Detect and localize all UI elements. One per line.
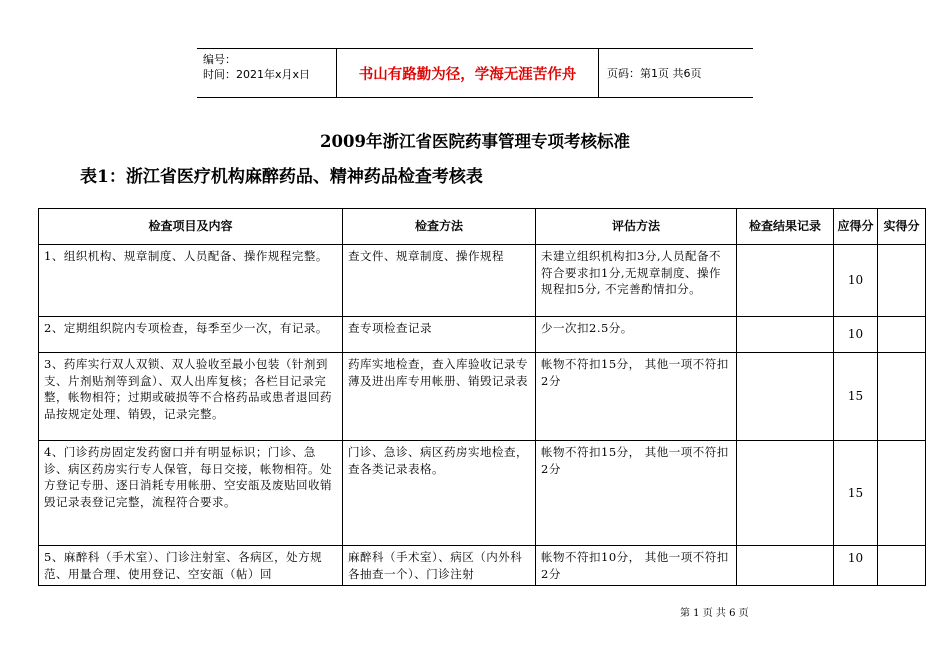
cell-item: 4、门诊药房固定发药窗口并有明显标识；门诊、急诊、病区药房实行专人保管，每日交接，帐物相符。处方登记专册、逐日消耗专用帐册、空安瓿及废贴回收销毁记录表登记完整，流程符合要求。 <box>39 441 343 546</box>
header-evaluation: 评估方法 <box>536 209 737 245</box>
cell-evaluation: 少一次扣2.5分。 <box>536 317 737 353</box>
cell-result[interactable] <box>737 353 834 441</box>
table-row <box>39 353 926 441</box>
header-method: 检查方法 <box>343 209 536 245</box>
cell-method: 药库实地检查，查入库验收记录专薄及进出库专用帐册、销毁记录表 <box>343 353 536 441</box>
cell-result[interactable] <box>737 245 834 317</box>
table-row <box>39 317 926 353</box>
time-label: 时间：2021年x月x日 <box>203 68 311 81</box>
cell-actual[interactable] <box>878 353 926 441</box>
number-label: 编号： <box>203 53 236 66</box>
table-row <box>39 245 926 317</box>
header-meta <box>197 49 337 97</box>
cell-evaluation: 帐物不符扣10分， 其他一项不符扣2分 <box>536 546 737 586</box>
cell-actual[interactable] <box>878 546 926 586</box>
cell-item: 5、麻醉科（手术室）、门诊注射室、各病区，处方规范、用量合理、使用登记、空安瓿（帖）回 <box>39 546 343 586</box>
motto: 书山有路勤为径，学海无涯苦作舟 <box>337 49 599 97</box>
document-title: 2009年浙江省医院药事管理专项考核标准 <box>320 132 630 151</box>
cell-evaluation: 未建立组织机构扣3分,人员配备不符合要求扣1分,无规章制度、操作规程扣5分, 不完善酌情扣分。 <box>536 245 737 317</box>
cell-item: 3、药库实行双人双锁、双人验收至最小包装（针剂到支、片剂贴剂等到盒）、双人出库复核；各栏目记录完整，帐物相符；过期或破损等不合格药品或患者退回药品按规定处理、销毁，记录完整。 <box>39 353 343 441</box>
cell-actual[interactable] <box>878 441 926 546</box>
table-row <box>39 546 926 586</box>
header-result: 检查结果记录 <box>737 209 834 245</box>
cell-evaluation: 帐物不符扣15分， 其他一项不符扣2分 <box>536 353 737 441</box>
inspection-table <box>38 208 926 586</box>
header-item: 检查项目及内容 <box>39 209 343 245</box>
cell-score: 15 <box>834 353 878 441</box>
cell-result[interactable] <box>737 546 834 586</box>
cell-method: 查专项检查记录 <box>343 317 536 353</box>
table-title: 表1：浙江省医疗机构麻醉药品、精神药品检查考核表 <box>80 167 483 187</box>
cell-score: 10 <box>834 317 878 353</box>
cell-method: 门诊、急诊、病区药房实地检查，查各类记录表格。 <box>343 441 536 546</box>
cell-item: 2、定期组织院内专项检查，每季至少一次，有记录。 <box>39 317 343 353</box>
table-row <box>39 441 926 546</box>
cell-actual[interactable] <box>878 317 926 353</box>
cell-result[interactable] <box>737 441 834 546</box>
cell-result[interactable] <box>737 317 834 353</box>
cell-item: 1、组织机构、规章制度、人员配备、操作规程完整。 <box>39 245 343 317</box>
cell-method: 查文件、规章制度、操作规程 <box>343 245 536 317</box>
page-footer: 第 1 页 共 6 页 <box>680 608 749 619</box>
cell-score: 10 <box>834 546 878 586</box>
cell-score: 10 <box>834 245 878 317</box>
page-code: 页码：第1页 共6页 <box>607 67 702 80</box>
header-score: 应得分 <box>834 209 878 245</box>
cell-actual[interactable] <box>878 245 926 317</box>
cell-method: 麻醉科（手术室）、病区（内外科各抽查一个）、门诊注射 <box>343 546 536 586</box>
cell-evaluation: 帐物不符扣15分， 其他一项不符扣2分 <box>536 441 737 546</box>
document-header <box>197 48 753 98</box>
cell-score: 15 <box>834 441 878 546</box>
header-actual: 实得分 <box>878 209 926 245</box>
table-header-row <box>39 209 926 245</box>
